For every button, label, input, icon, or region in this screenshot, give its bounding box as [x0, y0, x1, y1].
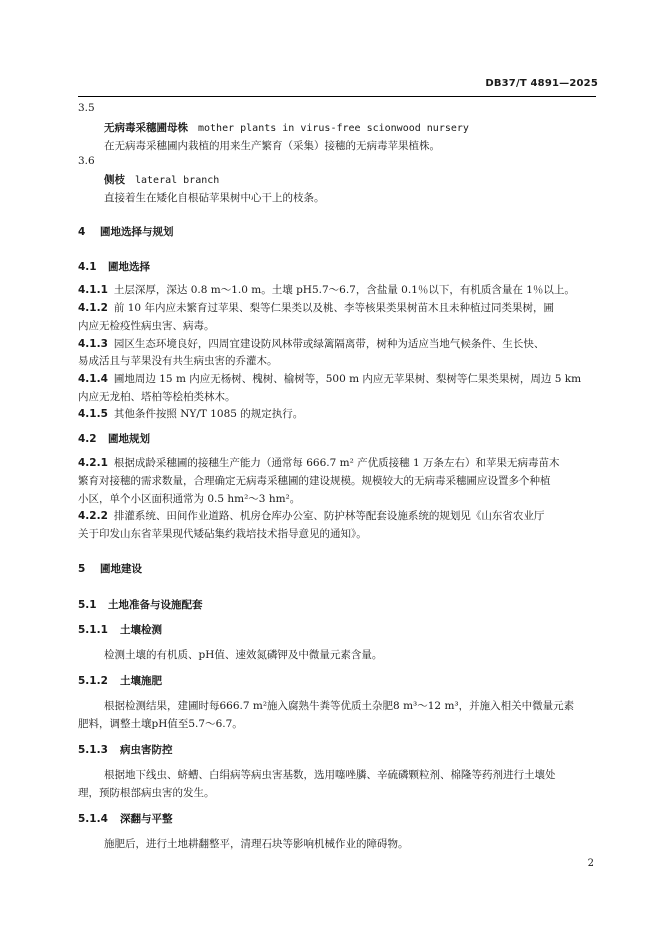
clause	[78, 508, 544, 523]
subsection-title: 圃地选择	[108, 261, 150, 273]
subsection-number: 4.1	[78, 261, 97, 273]
subsection-title: 土地准备与设施配套	[108, 599, 203, 611]
clause	[78, 371, 581, 386]
clause-text: 根据检测结果，建圃时每666.7 m²施入腐熟牛粪等优质土杂肥8 m³～12 m³，并施入相关中微量元素	[104, 700, 575, 712]
clause-number: 4.1.2	[78, 302, 108, 314]
clause-number: 4.1.5	[78, 408, 108, 420]
clause-text-continued: 内应无龙柏、塔柏等桧柏类林木。	[78, 391, 236, 403]
clause-text: 前 10 年内应未繁育过苹果、梨等仁果类以及桃、李等核果类果树苗木且未种植过同类果树，圃	[113, 302, 554, 314]
clause-number: 4.2.2	[78, 510, 108, 522]
clause-heading	[78, 811, 173, 826]
clause-number: 4.1.3	[78, 338, 108, 350]
clause-text-continued: 内应无检疫性病虫害、病毒。	[78, 320, 215, 332]
clause-text: 检测土壤的有机质、pH值、速效氮磷钾及中微量元素含量。	[104, 649, 383, 661]
subsection-number: 4.2	[78, 433, 97, 445]
clause	[78, 300, 554, 315]
clause-number: 4.1.4	[78, 373, 108, 385]
clause-title: 深翻与平整	[120, 813, 173, 825]
header-rule	[78, 96, 596, 97]
clause-text: 园区生态环境良好，四周宜建设防风林带或绿篱隔离带，树种为适应当地气候条件、生长快、	[113, 338, 545, 350]
clause-text-continued: 肥料，调整土壤pH值至5.7～6.7。	[78, 718, 243, 730]
clause-number: 5.1.3	[78, 744, 108, 756]
clause-text: 根据成龄采穗圃的接穗生产能力（通常每 666.7 m² 产优质接穗 1 万条左右）和苹果无病毒苗木	[113, 457, 560, 469]
subsection-number: 5.1	[78, 599, 97, 611]
clause-title: 土壤施肥	[120, 675, 162, 687]
clause-number: 5.1.2	[78, 675, 108, 687]
section-title: 圃地建设	[100, 563, 142, 575]
clause-text-continued: 理，预防根部病虫害的发生。	[78, 787, 215, 799]
page-number: 2	[587, 858, 594, 869]
subsection-heading	[78, 597, 203, 612]
clause-title: 土壤检测	[120, 624, 162, 636]
subsection-title: 圃地规划	[108, 433, 150, 445]
term-zh: 无病毒采穗圃母株	[104, 122, 188, 134]
clause	[78, 455, 560, 470]
clause	[78, 282, 575, 297]
clause-title: 病虫害防控	[120, 744, 173, 756]
clause-text-continued: 繁育对接穗的需求数量，合理确定无病毒采穗圃的建设规模。规模较大的无病毒采穗圃应设置多个种植	[78, 475, 551, 487]
section-number: 4	[78, 226, 86, 238]
clause-heading	[78, 742, 173, 757]
term-heading	[104, 120, 469, 135]
section-number: 5	[78, 563, 86, 575]
clause-text-continued: 易成活且与苹果没有共生病虫害的乔灌木。	[78, 355, 278, 367]
clause-text: 排灌系统、田间作业道路、机房仓库办公室、防护林等配套设施系统的规划见《山东省农业厅	[113, 510, 545, 522]
subsection-heading	[78, 259, 150, 274]
term-en: mother plants in virus-free scionwood nursery	[198, 123, 469, 134]
clause-heading	[78, 622, 162, 637]
section-heading	[78, 561, 142, 576]
term-en: lateral branch	[135, 175, 220, 186]
clause-text: 施肥后，进行土地耕翻整平，清理石块等影响机械作业的障碍物。	[104, 838, 409, 850]
clause-heading	[78, 673, 162, 688]
term-heading	[104, 172, 219, 187]
term-number: 3.5	[78, 102, 95, 114]
clause-text: 圃地周边 15 m 内应无杨树、槐树、榆树等，500 m 内应无苹果树、梨树等仁果类果树，周边 5 km	[113, 373, 582, 385]
term-zh: 侧枝	[104, 174, 125, 186]
term-definition: 在无病毒采穗圃内栽植的用来生产繁育（采集）接穗的无病毒苹果植株。	[104, 140, 440, 152]
clause-number: 5.1.1	[78, 624, 108, 636]
clause	[78, 336, 544, 351]
term-number: 3.6	[78, 155, 95, 167]
clause-text: 其他条件按照 NY/T 1085 的规定执行。	[113, 408, 304, 420]
clause-text: 土层深厚，深达 0.8 m～1.0 m。土壤 pH5.7～6.7，含盐量 0.1％以下，有机质含量在 1％以上。	[113, 284, 575, 296]
term-definition: 直接着生在矮化自根砧苹果树中心干上的枝条。	[104, 192, 325, 204]
clause-text-continued: 关于印发山东省苹果现代矮砧集约栽培技术指导意见的通知》。	[78, 528, 367, 540]
section-title: 圃地选择与规划	[100, 226, 174, 238]
clause-number: 4.1.1	[78, 284, 108, 296]
clause-number: 4.2.1	[78, 457, 108, 469]
clause-text-continued: 小区，单个小区面积通常为 0.5 hm²～3 hm²。	[78, 493, 301, 505]
subsection-heading	[78, 431, 150, 446]
section-heading	[78, 224, 174, 239]
document-code: DB37/T 4891—2025	[485, 78, 598, 89]
clause	[78, 406, 303, 421]
clause-text: 根据地下线虫、蛴螬、白绢病等病虫害基数，选用噻唑膦、辛硫磷颗粒剂、棉隆等药剂进行土壤处	[104, 769, 556, 781]
clause-number: 5.1.4	[78, 813, 108, 825]
